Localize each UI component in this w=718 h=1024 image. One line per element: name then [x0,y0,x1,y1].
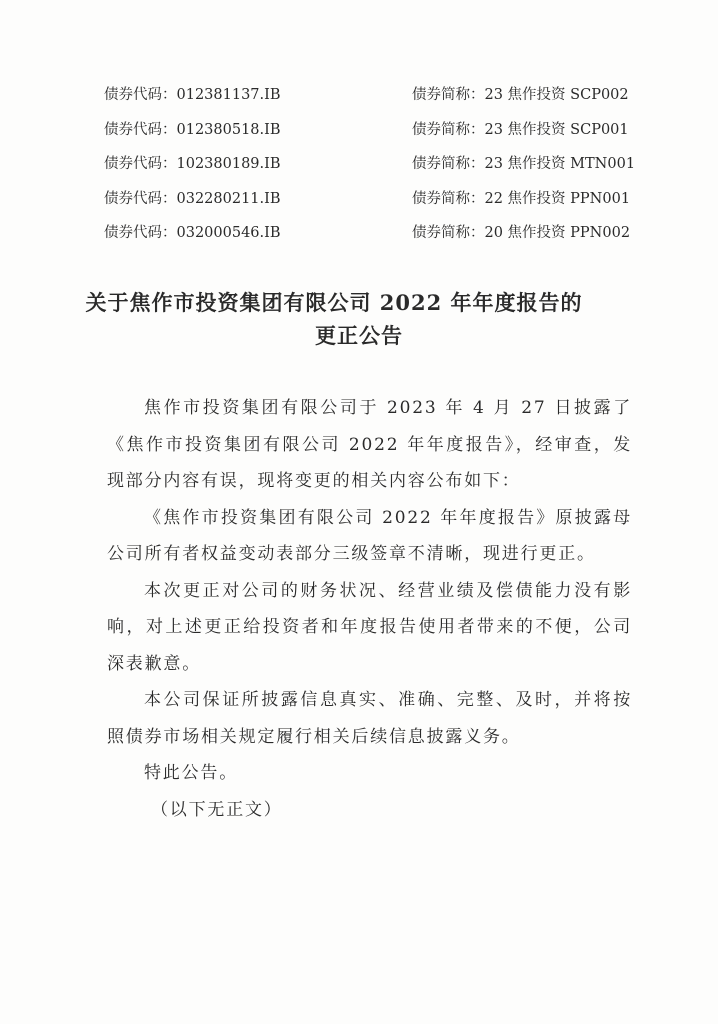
bond-code-value: 032000546.IB [176,225,281,241]
bond-row [104,153,664,188]
bond-code-label: 债券代码： [104,87,177,103]
bond-code-value: 032280211.IB [176,190,281,207]
body-paragraph-guarantee: 本公司保证所披露信息真实、准确、完整、及时，并将按照债券市场相关规定履行相关后续信息披露义务。 [107,690,632,747]
bond-row [104,119,664,154]
bond-name-label: 债券简称： [412,121,485,138]
announcement-title [0,286,718,352]
bond-name-value: 23 焦作投资 SCP002 [484,87,629,103]
end-of-text-note: （以下无正文） [151,799,283,820]
bond-info-table [104,84,664,257]
body-paragraph-disclosure: 焦作市投资集团有限公司于 2023 年 4 月 27 日披露了《焦作市投资集团有限公司 2022 年年度报告》，经审查，发现部分内容有误，现将变更的相关内容公布如下： [107,398,632,491]
bond-code-label: 债券代码： [104,190,177,207]
bond-code-value: 012380518.IB [176,121,281,138]
bond-code-label: 债券代码： [104,121,177,138]
bond-short-name [412,119,629,141]
body-paragraph-correction: 《焦作市投资集团有限公司 2022 年年度报告》原披露母公司所有者权益变动表部分三级签章不清晰，现进行更正。 [107,507,632,564]
bond-name-label: 债券简称： [412,156,485,172]
bond-name-value: 23 焦作投资 MTN001 [484,156,636,172]
bond-name-value: 22 焦作投资 PPN001 [484,190,631,207]
bond-code [104,84,281,106]
bond-code [104,119,281,141]
announcement-body [107,390,632,828]
bond-name-label: 债券简称： [412,87,485,103]
bond-name-value: 20 焦作投资 PPN002 [484,225,631,241]
title-line-1: 关于焦作市投资集团有限公司 2022 年年度报告的 [85,290,583,315]
bond-code [104,153,281,175]
bond-name-label: 债券简称： [412,190,485,207]
bond-short-name [412,153,635,175]
bond-code-value: 102380189.IB [176,156,281,172]
bond-short-name [412,84,629,106]
body-paragraph-impact: 本次更正对公司的财务状况、经营业绩及偿债能力没有影响，对上述更正给投资者和年度报告使用者带来的不便，公司深表歉意。 [107,580,632,674]
body-paragraph-closing: 特此公告。 [144,763,238,783]
title-line-2: 更正公告 [315,323,403,348]
bond-code [104,222,281,244]
bond-short-name [412,188,630,210]
bond-row [104,84,664,119]
bond-row [104,188,664,223]
bond-name-value: 23 焦作投资 SCP001 [484,121,629,138]
bond-code-label: 债券代码： [104,225,177,241]
bond-name-label: 债券简称： [412,225,485,241]
bond-code [104,188,281,210]
bond-row [104,222,664,257]
bond-code-value: 012381137.IB [176,87,281,103]
bond-short-name [412,222,630,244]
bond-code-label: 债券代码： [104,156,177,172]
